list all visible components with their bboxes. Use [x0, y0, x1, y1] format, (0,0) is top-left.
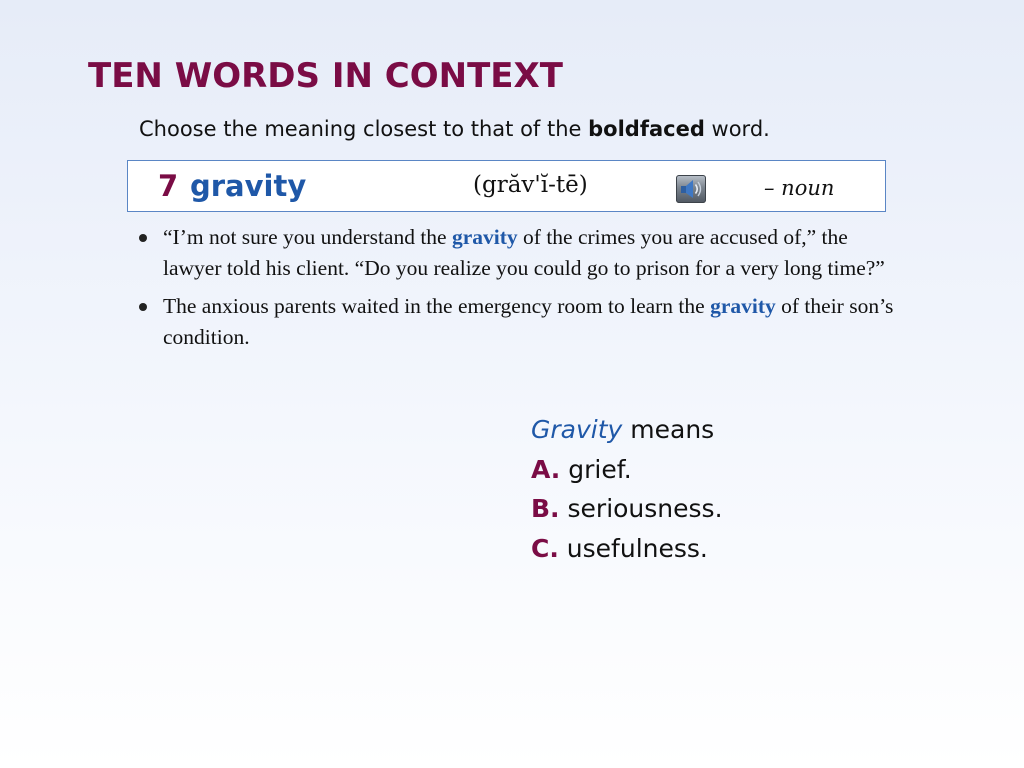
example-keyword: gravity [710, 294, 776, 318]
example-sentence [139, 291, 909, 352]
bullet-icon [139, 234, 147, 242]
option-text: grief. [560, 454, 632, 484]
option-text: seriousness. [559, 494, 723, 523]
answer-option-a[interactable] [531, 450, 723, 490]
word-number: 7 [158, 169, 179, 203]
example-text-after: of their son’s condition. [163, 294, 894, 349]
example-text-before: The anxious parents waited in the emergency room to learn the [163, 294, 711, 318]
option-text: usefulness. [558, 533, 708, 563]
bullet-icon [139, 303, 147, 311]
option-letter: B. [531, 494, 560, 523]
question-stem-text: means [622, 415, 715, 444]
instruction-after: word. [704, 117, 770, 141]
vocabulary-word: gravity [190, 169, 307, 203]
speaker-icon[interactable] [676, 175, 706, 203]
slide-title: TEN WORDS IN CONTEXT [88, 56, 563, 96]
question-word: Gravity [531, 415, 623, 444]
question-block [531, 410, 723, 568]
example-sentence [139, 222, 909, 283]
example-keyword: gravity [451, 225, 518, 249]
example-text-before: “I’m not sure you understand the [163, 225, 452, 249]
part-of-speech: – noun [764, 176, 835, 200]
option-letter: C. [531, 533, 559, 563]
instruction-text [139, 117, 770, 141]
answer-option-b[interactable] [531, 489, 723, 529]
option-letter: A. [531, 454, 561, 484]
instruction-bold: boldfaced [588, 117, 705, 141]
word-card [127, 160, 886, 212]
instruction-before: Choose the meaning closest to that of the [139, 117, 589, 141]
example-text-after: of the crimes you are accused of,” the lawyer told his client. “Do you realize you could go to prison for a very long time?” [163, 225, 885, 280]
example-sentences [139, 222, 909, 360]
answer-option-c[interactable] [531, 529, 723, 569]
question-stem [531, 410, 723, 450]
pronunciation: (grăv'ĭ-tē) [473, 172, 588, 198]
